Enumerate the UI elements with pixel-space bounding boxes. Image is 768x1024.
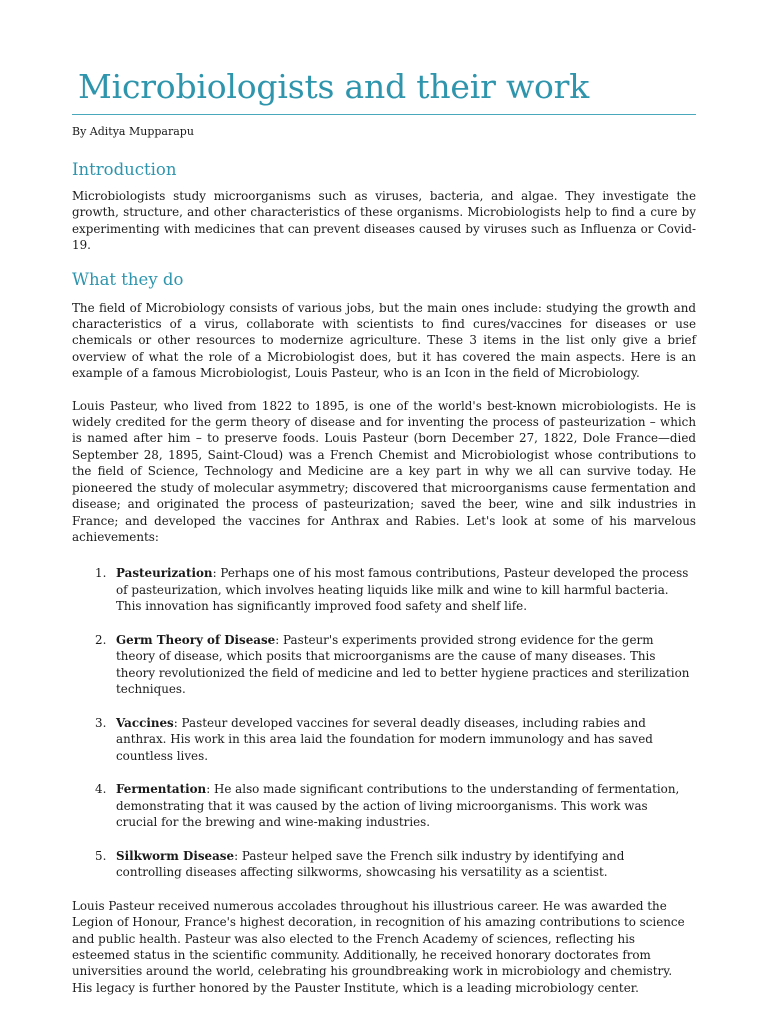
list-item <box>72 565 696 615</box>
list-item <box>72 781 696 831</box>
title-divider <box>72 114 696 115</box>
what-they-do-paragraph: The field of Microbiology consists of various jobs, but the main ones include: studying the growth and characteristics of a virus, collaborate with scientists to find cures/vaccines for diseases or use chemicals or other resources to modernize agriculture. These 3 items in the list only give a brief overview of what the role of a Microbiologist does, but it has covered the main aspects. Here is an example of a famous Microbiologist, Louis Pasteur, who is an Icon in the field of Microbiology. <box>72 300 696 381</box>
list-text: : Pasteur's experiments provided strong evidence for the germ theory of disease, which posits that microorganisms are the cause of many diseases. This theory revolutionized the field of medicine and led to better hygiene practices and sterilization techniques. <box>116 632 690 697</box>
list-item <box>72 848 696 881</box>
list-number: 5. <box>95 848 107 863</box>
list-term: Fermentation <box>116 782 207 797</box>
list-term: Germ Theory of Disease <box>116 632 276 647</box>
author-byline: By Aditya Mupparapu <box>72 125 194 138</box>
achievements-list <box>72 565 696 881</box>
introduction-heading: Introduction <box>72 160 177 179</box>
list-number: 4. <box>95 782 107 797</box>
document-title: Microbiologists and their work <box>78 67 590 106</box>
list-item <box>72 715 696 765</box>
list-text: : Perhaps one of his most famous contributions, Pasteur developed the process of pasteurization, which involves heating liquids like milk and wine to kill harmful bacteria. This innovation has significantly improved food safety and shelf life. <box>116 566 689 614</box>
list-text: : He also made significant contributions to the understanding of fermentation, demonstrating that it was caused by the action of living microorganisms. This work was crucial for the brewing and wine-making industries. <box>116 782 680 830</box>
list-item <box>72 632 696 698</box>
document-page <box>72 62 696 996</box>
list-number: 2. <box>95 632 107 647</box>
list-term: Vaccines <box>116 715 174 730</box>
list-text: : Pasteur developed vaccines for several deadly diseases, including rabies and anthrax. His work in this area laid the foundation for modern immunology and has saved countless lives. <box>116 715 653 763</box>
introduction-paragraph: Microbiologists study microorganisms such as viruses, bacteria, and algae. They investigate the growth, structure, and other characteristics of these organisms. Microbiologists help to find a cure by experimenting with medicines that can prevent diseases caused by viruses such as Influenza or Covid-19. <box>72 189 696 253</box>
what-they-do-heading: What they do <box>72 269 184 289</box>
list-number: 1. <box>95 566 107 581</box>
list-term: Silkworm Disease <box>116 848 235 863</box>
list-text: : Pasteur helped save the French silk industry by identifying and controlling diseases affecting silkworms, showcasing his versatility as a scientist. <box>116 848 625 880</box>
accolades-paragraph: Louis Pasteur received numerous accolades throughout his illustrious career. He was awarded the Legion of Honour, France's highest decoration, in recognition of his amazing contributions to science and public health. Pasteur was also elected to the French Academy of sciences, reflecting his esteemed status in the scientific community. Additionally, he received honorary doctorates from universities around the world, celebrating his groundbreaking work in microbiology and chemistry. His legacy is further honored by the Pauster Institute, which is a leading microbiology center. <box>72 898 685 995</box>
list-term: Pasteurization <box>116 566 213 581</box>
list-number: 3. <box>95 715 107 730</box>
pasteur-paragraph: Louis Pasteur, who lived from 1822 to 1895, is one of the world's best-known microbiologists. He is widely credited for the germ theory of disease and for inventing the process of pasteurization – which is named after him – to preserve foods. Louis Pasteur (born December 27, 1822, Dole France—died September 28, 1895, Saint-Cloud) was a French Chemist and Microbiologist whose contributions to the field of Science, Technology and Medicine are a key part in why we all can survive today. He pioneered the study of molecular asymmetry; discovered that microorganisms cause fermentation and disease; and originated the process of pasteurization; saved the beer, wine and silk industries in France; and developed the vaccines for Anthrax and Rabies. Let's look at some of his marvelous achievements: <box>72 398 696 544</box>
